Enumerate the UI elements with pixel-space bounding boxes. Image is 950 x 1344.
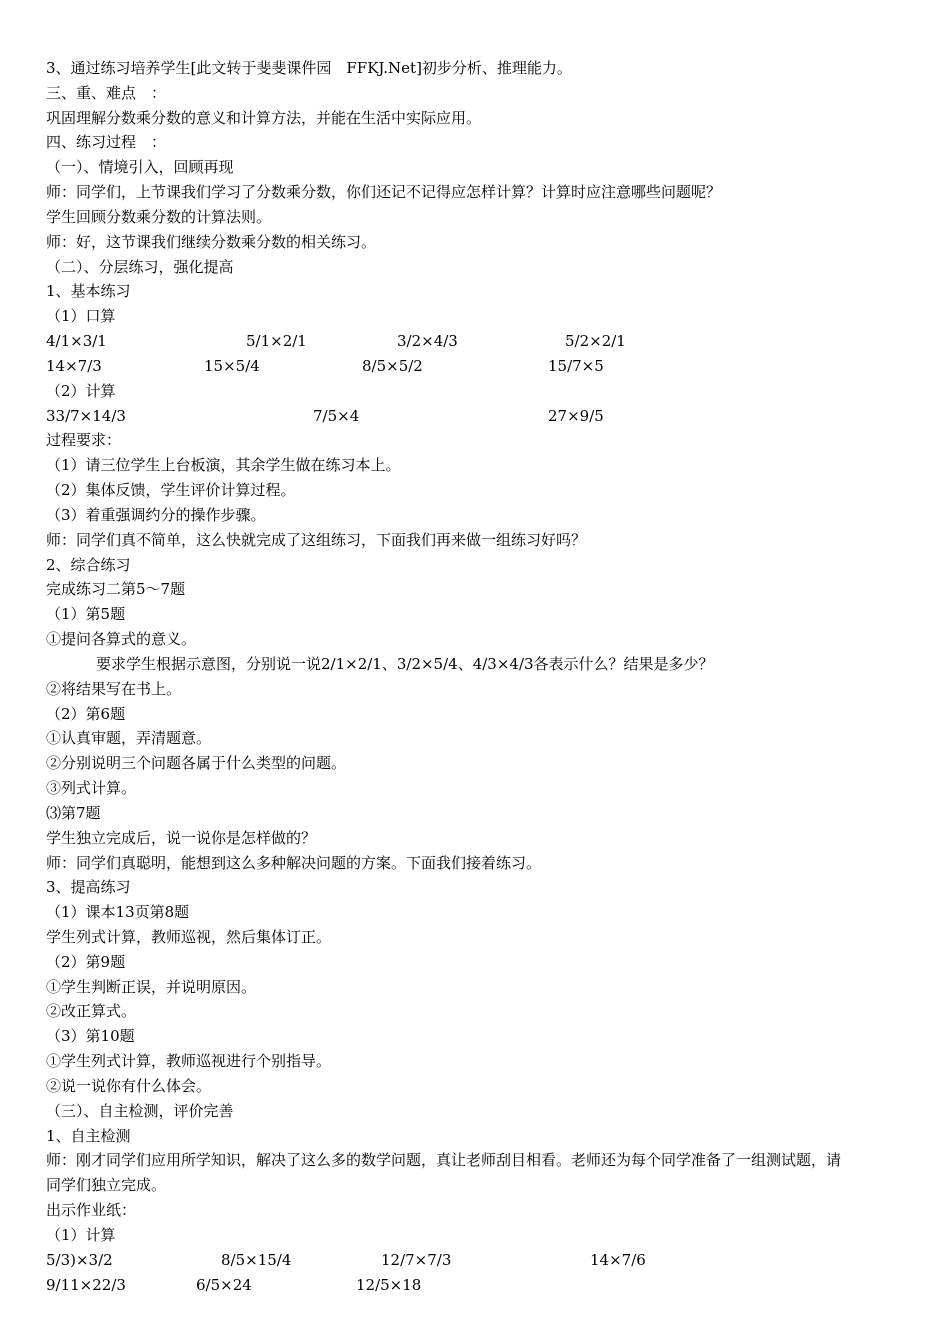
exercise-item: 14×7/6 <box>590 1250 646 1269</box>
text-line: （1）口算 <box>46 307 116 326</box>
text-line: 1、自主检测 <box>46 1126 131 1145</box>
text-line: （2）计算 <box>46 381 116 400</box>
text-line: ②说一说你有什么体会。 <box>46 1076 212 1095</box>
exercise-item: 33/7×14/3 <box>46 406 126 425</box>
text-line: 师：刚才同学们应用所学知识，解决了这么多的数学问题，真让老师刮目相看。老师还为每个同学准备了一组测试题，请 <box>46 1151 842 1170</box>
text-line: ⑶第7题 <box>46 803 101 822</box>
text-line: ①学生判断正误，并说明原因。 <box>46 977 257 996</box>
exercise-item: 15/7×5 <box>548 356 604 375</box>
exercise-item: 5/1×2/1 <box>246 332 307 351</box>
exercise-item: 3/2×4/3 <box>397 332 458 351</box>
text-line: 过程要求： <box>46 431 122 450</box>
exercise-item: 6/5×24 <box>196 1275 252 1294</box>
exercise-row <box>46 329 916 354</box>
text-line: 3、通过练习培养学生[此文转于斐斐课件园 FFKJ.Net]初步分析、推理能力。 <box>46 59 572 77</box>
text-line: 2、综合练习 <box>46 555 131 574</box>
text-line: （一）、情境引入，回顾再现 <box>46 158 234 177</box>
text-line: （2）集体反馈，学生评价计算过程。 <box>46 481 296 500</box>
exercise-item: 5/2×2/1 <box>565 332 626 351</box>
exercise-item: 27×9/5 <box>548 406 604 425</box>
text-line: （3）第10题 <box>46 1027 135 1046</box>
text-line: 3、提高练习 <box>46 878 131 897</box>
text-line: ②分别说明三个问题各属于什么类型的问题。 <box>46 754 347 773</box>
text-line: ③列式计算。 <box>46 779 137 798</box>
text-line: 师：好，这节课我们继续分数乘分数的相关练习。 <box>46 232 377 251</box>
text-line: ②改正算式。 <box>46 1002 137 1021</box>
exercise-item: 5/3)×3/2 <box>46 1250 113 1269</box>
text-line: （三）、自主检测，评价完善 <box>46 1101 234 1120</box>
exercise-row <box>46 354 916 379</box>
text-line: 学生列式计算，教师巡视，然后集体订正。 <box>46 927 332 946</box>
text-line: 同学们独立完成。 <box>46 1176 167 1195</box>
exercise-item: 12/5×18 <box>356 1275 422 1294</box>
exercise-item: 8/5×5/2 <box>362 356 423 375</box>
exercise-item: 7/5×4 <box>313 406 360 425</box>
exercise-row <box>46 1248 916 1273</box>
text-line: （3）着重强调约分的操作步骤。 <box>46 505 266 524</box>
exercise-item: 4/1×3/1 <box>46 332 107 351</box>
exercise-row <box>46 1273 916 1298</box>
exercise-item: 8/5×15/4 <box>221 1250 292 1269</box>
text-line: 四、练习过程 ： <box>46 133 167 152</box>
text-line: 三、重、难点 ： <box>46 83 167 102</box>
text-line: 完成练习二第5～7题 <box>46 580 186 599</box>
text-line: 师：同学们，上节课我们学习了分数乘分数，你们还记不记得应怎样计算？计算时应注意哪些问题呢？ <box>46 183 722 202</box>
text-line: ①学生列式计算，教师巡视进行个别指导。 <box>46 1052 332 1071</box>
text-line: （1）第5题 <box>46 605 126 624</box>
text-line: 巩固理解分数乘分数的意义和计算方法，并能在生活中实际应用。 <box>46 108 482 127</box>
exercise-row <box>46 404 916 429</box>
text-line: ①提问各算式的意义。 <box>46 630 197 649</box>
text-line: 学生回顾分数乘分数的计算法则。 <box>46 207 272 226</box>
exercise-item: 12/7×7/3 <box>381 1250 452 1269</box>
text-line: （1）课本13页第8题 <box>46 903 190 922</box>
text-line: （2）第9题 <box>46 952 126 971</box>
document-body <box>46 56 916 1297</box>
text-line: （二）、分层练习，强化提高 <box>46 257 234 276</box>
text-line: 师：同学们真聪明，能想到这么多种解决问题的方案。下面我们接着练习。 <box>46 853 542 872</box>
text-line: （1）请三位学生上台板演，其余学生做在练习本上。 <box>46 456 401 475</box>
text-line: ②将结果写在书上。 <box>46 679 182 698</box>
text-line: 师：同学们真不简单，这么快就完成了这组练习，下面我们再来做一组练习好吗？ <box>46 530 587 549</box>
text-line: 学生独立完成后，说一说你是怎样做的？ <box>46 828 317 847</box>
exercise-item: 9/11×22/3 <box>46 1275 126 1294</box>
text-line: 1、基本练习 <box>46 282 131 301</box>
exercise-item: 15×5/4 <box>204 356 260 375</box>
text-line: （2）第6题 <box>46 704 126 723</box>
text-line: （1）计算 <box>46 1225 116 1244</box>
text-line: 出示作业纸： <box>46 1201 137 1220</box>
indented-paragraph: 要求学生根据示意图，分别说一说2/1×2/1、3/2×5/4、4/3×4/3各表示什么？结果是多少？ <box>96 654 714 673</box>
text-line: ①认真审题，弄清题意。 <box>46 729 212 748</box>
exercise-item: 14×7/3 <box>46 356 102 375</box>
